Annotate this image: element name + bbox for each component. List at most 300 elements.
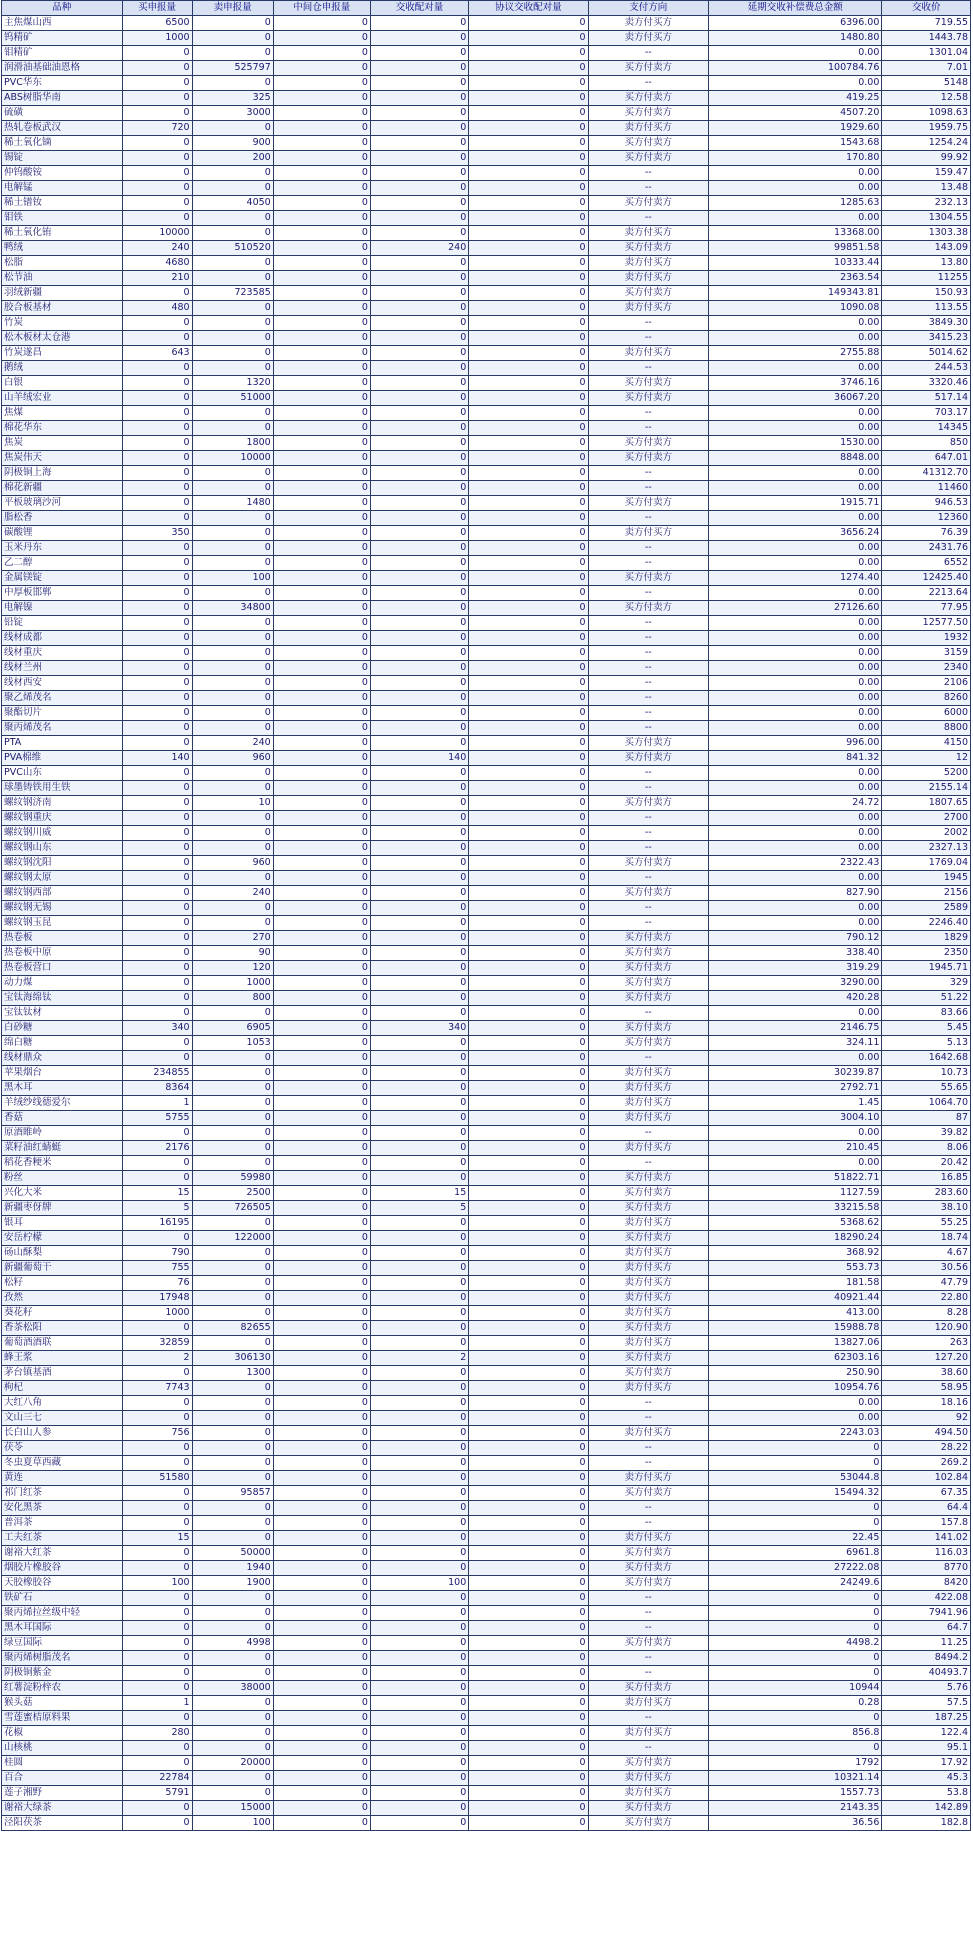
table-row — [2, 1801, 971, 1816]
table-row — [2, 136, 971, 151]
table-row — [2, 1606, 971, 1621]
table-row — [2, 706, 971, 721]
sell-declared-cell: 960 — [192, 856, 273, 871]
compensation-total-cell: 10321.14 — [709, 1771, 882, 1786]
payment-direction-cell: 买方付卖方 — [588, 106, 709, 121]
sell-declared-cell: 1900 — [192, 1576, 273, 1591]
delivery-price-cell: 18.74 — [882, 1231, 971, 1246]
intermediate-declared-cell: 0 — [273, 871, 370, 886]
table-row — [2, 151, 971, 166]
delivery-matched-cell: 0 — [370, 1606, 468, 1621]
compensation-total-cell: 0.00 — [709, 76, 882, 91]
payment-direction-cell: -- — [588, 1591, 709, 1606]
delivery-price-cell: 38.10 — [882, 1201, 971, 1216]
payment-direction-cell: -- — [588, 1516, 709, 1531]
delivery-matched-cell: 240 — [370, 241, 468, 256]
buy-declared-cell: 0 — [122, 436, 192, 451]
intermediate-declared-cell: 0 — [273, 706, 370, 721]
variety-cell: 聚酯切片 — [2, 706, 123, 721]
delivery-price-cell: 5200 — [882, 766, 971, 781]
table-row — [2, 1351, 971, 1366]
variety-cell: 中厚板邯郸 — [2, 586, 123, 601]
table-row — [2, 1771, 971, 1786]
variety-cell: 红薯淀粉梓农 — [2, 1681, 123, 1696]
intermediate-declared-cell: 0 — [273, 1246, 370, 1261]
delivery-matched-cell: 0 — [370, 886, 468, 901]
delivery-matched-cell: 0 — [370, 991, 468, 1006]
sell-declared-cell: 0 — [192, 1006, 273, 1021]
sell-declared-cell: 122000 — [192, 1231, 273, 1246]
sell-declared-cell: 0 — [192, 1516, 273, 1531]
table-row — [2, 946, 971, 961]
delivery-price-cell: 3415.23 — [882, 331, 971, 346]
payment-direction-cell: 买方付卖方 — [588, 1756, 709, 1771]
delivery-price-cell: 127.20 — [882, 1351, 971, 1366]
agreement-matched-cell: 0 — [469, 136, 588, 151]
buy-declared-cell: 1000 — [122, 1306, 192, 1321]
sell-declared-cell: 4998 — [192, 1636, 273, 1651]
compensation-total-cell: 0 — [709, 1741, 882, 1756]
compensation-total-cell: 0.00 — [709, 631, 882, 646]
table-row — [2, 841, 971, 856]
sell-declared-cell: 0 — [192, 706, 273, 721]
sell-declared-cell: 960 — [192, 751, 273, 766]
delivery-price-cell: 3320.46 — [882, 376, 971, 391]
intermediate-declared-cell: 0 — [273, 586, 370, 601]
payment-direction-cell: 卖方付买方 — [588, 1306, 709, 1321]
delivery-matched-cell: 0 — [370, 781, 468, 796]
buy-declared-cell: 32859 — [122, 1336, 192, 1351]
variety-cell: 竹炭遂昌 — [2, 346, 123, 361]
variety-cell: 粉丝 — [2, 1171, 123, 1186]
variety-cell: 碳酸锂 — [2, 526, 123, 541]
col-buy-declared-header: 买申报量 — [122, 1, 192, 16]
sell-declared-cell: 6905 — [192, 1021, 273, 1036]
payment-direction-cell: 买方付卖方 — [588, 1816, 709, 1831]
table-row — [2, 1426, 971, 1441]
table-body — [2, 16, 971, 1831]
compensation-total-cell: 0.00 — [709, 646, 882, 661]
delivery-price-cell: 120.90 — [882, 1321, 971, 1336]
agreement-matched-cell: 0 — [469, 916, 588, 931]
payment-direction-cell: 卖方付买方 — [588, 346, 709, 361]
intermediate-declared-cell: 0 — [273, 1396, 370, 1411]
agreement-matched-cell: 0 — [469, 1276, 588, 1291]
payment-direction-cell: -- — [588, 1396, 709, 1411]
delivery-price-cell: 8770 — [882, 1561, 971, 1576]
buy-declared-cell: 0 — [122, 871, 192, 886]
table-header — [2, 1, 971, 16]
delivery-price-cell: 2246.40 — [882, 916, 971, 931]
compensation-total-cell: 27222.08 — [709, 1561, 882, 1576]
compensation-total-cell: 10954.76 — [709, 1381, 882, 1396]
table-row — [2, 1246, 971, 1261]
buy-declared-cell: 0 — [122, 916, 192, 931]
variety-cell: 工夫红茶 — [2, 1531, 123, 1546]
buy-declared-cell: 4680 — [122, 256, 192, 271]
compensation-total-cell: 0.00 — [709, 676, 882, 691]
sell-declared-cell: 0 — [192, 811, 273, 826]
sell-declared-cell: 0 — [192, 1711, 273, 1726]
col-sell-declared-header: 卖申报量 — [192, 1, 273, 16]
delivery-matched-cell: 0 — [370, 1291, 468, 1306]
delivery-price-cell: 159.47 — [882, 166, 971, 181]
intermediate-declared-cell: 0 — [273, 271, 370, 286]
variety-cell: 宝钛钛材 — [2, 1006, 123, 1021]
table-row — [2, 1786, 971, 1801]
delivery-price-cell: 39.82 — [882, 1126, 971, 1141]
agreement-matched-cell: 0 — [469, 976, 588, 991]
sell-declared-cell: 306130 — [192, 1351, 273, 1366]
delivery-price-cell: 1829 — [882, 931, 971, 946]
sell-declared-cell: 0 — [192, 1411, 273, 1426]
variety-cell: 冬虫夏草西藏 — [2, 1456, 123, 1471]
delivery-price-cell: 6000 — [882, 706, 971, 721]
delivery-matched-cell: 0 — [370, 436, 468, 451]
table-row — [2, 1216, 971, 1231]
buy-declared-cell: 0 — [122, 631, 192, 646]
compensation-total-cell: 10944 — [709, 1681, 882, 1696]
delivery-price-cell: 719.55 — [882, 16, 971, 31]
delivery-price-cell: 5.13 — [882, 1036, 971, 1051]
payment-direction-cell: 买方付卖方 — [588, 601, 709, 616]
payment-direction-cell: -- — [588, 1051, 709, 1066]
delivery-matched-cell: 0 — [370, 1396, 468, 1411]
delivery-matched-cell: 0 — [370, 1336, 468, 1351]
buy-declared-cell: 0 — [122, 616, 192, 631]
compensation-total-cell: 3290.00 — [709, 976, 882, 991]
compensation-total-cell: 553.73 — [709, 1261, 882, 1276]
variety-cell: 螺纹钢无锡 — [2, 901, 123, 916]
agreement-matched-cell: 0 — [469, 31, 588, 46]
payment-direction-cell: 买方付卖方 — [588, 1636, 709, 1651]
compensation-total-cell: 841.32 — [709, 751, 882, 766]
agreement-matched-cell: 0 — [469, 1531, 588, 1546]
delivery-price-cell: 946.53 — [882, 496, 971, 511]
payment-direction-cell: -- — [588, 661, 709, 676]
buy-declared-cell: 0 — [122, 1366, 192, 1381]
table-row — [2, 16, 971, 31]
delivery-matched-cell: 0 — [370, 391, 468, 406]
payment-direction-cell: 卖方付买方 — [588, 1291, 709, 1306]
table-row — [2, 526, 971, 541]
table-row — [2, 451, 971, 466]
payment-direction-cell: -- — [588, 781, 709, 796]
buy-declared-cell: 0 — [122, 1666, 192, 1681]
payment-direction-cell: 卖方付买方 — [588, 1081, 709, 1096]
agreement-matched-cell: 0 — [469, 781, 588, 796]
sell-declared-cell: 0 — [192, 76, 273, 91]
table-row — [2, 1471, 971, 1486]
delivery-matched-cell: 0 — [370, 1126, 468, 1141]
table-row — [2, 1681, 971, 1696]
table-row — [2, 1411, 971, 1426]
delivery-price-cell: 2431.76 — [882, 541, 971, 556]
buy-declared-cell: 7743 — [122, 1381, 192, 1396]
sell-declared-cell: 0 — [192, 1246, 273, 1261]
intermediate-declared-cell: 0 — [273, 1426, 370, 1441]
agreement-matched-cell: 0 — [469, 1111, 588, 1126]
variety-cell: 葡萄酒酒联 — [2, 1336, 123, 1351]
sell-declared-cell: 20000 — [192, 1756, 273, 1771]
payment-direction-cell: 买方付卖方 — [588, 391, 709, 406]
sell-declared-cell: 0 — [192, 1471, 273, 1486]
delivery-matched-cell: 0 — [370, 1561, 468, 1576]
buy-declared-cell: 0 — [122, 481, 192, 496]
table-row — [2, 286, 971, 301]
buy-declared-cell: 210 — [122, 271, 192, 286]
sell-declared-cell: 0 — [192, 1666, 273, 1681]
sell-declared-cell: 525797 — [192, 61, 273, 76]
delivery-matched-cell: 0 — [370, 1096, 468, 1111]
buy-declared-cell: 0 — [122, 1681, 192, 1696]
intermediate-declared-cell: 0 — [273, 946, 370, 961]
agreement-matched-cell: 0 — [469, 1216, 588, 1231]
delivery-matched-cell: 0 — [370, 1801, 468, 1816]
intermediate-declared-cell: 0 — [273, 1276, 370, 1291]
delivery-matched-cell: 0 — [370, 1006, 468, 1021]
delivery-matched-cell: 0 — [370, 646, 468, 661]
intermediate-declared-cell: 0 — [273, 1636, 370, 1651]
intermediate-declared-cell: 0 — [273, 1711, 370, 1726]
payment-direction-cell: 卖方付买方 — [588, 16, 709, 31]
variety-cell: 电解锰 — [2, 181, 123, 196]
buy-declared-cell: 0 — [122, 1591, 192, 1606]
buy-declared-cell: 0 — [122, 1441, 192, 1456]
variety-cell: 稀土氧化镝 — [2, 136, 123, 151]
buy-declared-cell: 0 — [122, 1036, 192, 1051]
buy-declared-cell: 0 — [122, 136, 192, 151]
sell-declared-cell: 0 — [192, 271, 273, 286]
sell-declared-cell: 0 — [192, 181, 273, 196]
sell-declared-cell: 3000 — [192, 106, 273, 121]
delivery-matched-cell: 0 — [370, 286, 468, 301]
agreement-matched-cell: 0 — [469, 76, 588, 91]
table-row — [2, 391, 971, 406]
compensation-total-cell: 1127.59 — [709, 1186, 882, 1201]
intermediate-declared-cell: 0 — [273, 661, 370, 676]
buy-declared-cell: 720 — [122, 121, 192, 136]
intermediate-declared-cell: 0 — [273, 1036, 370, 1051]
payment-direction-cell: 买方付卖方 — [588, 496, 709, 511]
agreement-matched-cell: 0 — [469, 1366, 588, 1381]
buy-declared-cell: 240 — [122, 241, 192, 256]
sell-declared-cell: 1480 — [192, 496, 273, 511]
compensation-total-cell: 0.00 — [709, 781, 882, 796]
intermediate-declared-cell: 0 — [273, 1006, 370, 1021]
intermediate-declared-cell: 0 — [273, 226, 370, 241]
buy-declared-cell: 0 — [122, 1606, 192, 1621]
agreement-matched-cell: 0 — [469, 1681, 588, 1696]
sell-declared-cell: 100 — [192, 1816, 273, 1831]
sell-declared-cell: 0 — [192, 1726, 273, 1741]
payment-direction-cell: 卖方付买方 — [588, 121, 709, 136]
buy-declared-cell: 0 — [122, 181, 192, 196]
compensation-total-cell: 6961.8 — [709, 1546, 882, 1561]
table-row — [2, 631, 971, 646]
variety-cell: 铁矿石 — [2, 1591, 123, 1606]
delivery-price-cell: 51.22 — [882, 991, 971, 1006]
table-row — [2, 166, 971, 181]
variety-cell: 猴头菇 — [2, 1696, 123, 1711]
compensation-total-cell: 368.92 — [709, 1246, 882, 1261]
buy-declared-cell: 0 — [122, 1801, 192, 1816]
payment-direction-cell: -- — [588, 916, 709, 931]
variety-cell: 平板玻璃沙河 — [2, 496, 123, 511]
intermediate-declared-cell: 0 — [273, 1231, 370, 1246]
intermediate-declared-cell: 0 — [273, 481, 370, 496]
compensation-total-cell: 250.90 — [709, 1366, 882, 1381]
buy-declared-cell: 234855 — [122, 1066, 192, 1081]
compensation-total-cell: 149343.81 — [709, 286, 882, 301]
compensation-total-cell: 30239.87 — [709, 1066, 882, 1081]
agreement-matched-cell: 0 — [469, 1081, 588, 1096]
table-row — [2, 91, 971, 106]
agreement-matched-cell: 0 — [469, 421, 588, 436]
table-row — [2, 1306, 971, 1321]
agreement-matched-cell: 0 — [469, 736, 588, 751]
compensation-total-cell: 0.00 — [709, 841, 882, 856]
compensation-total-cell: 2322.43 — [709, 856, 882, 871]
variety-cell: 烟胶片橡胶谷 — [2, 1561, 123, 1576]
intermediate-declared-cell: 0 — [273, 181, 370, 196]
intermediate-declared-cell: 0 — [273, 1786, 370, 1801]
agreement-matched-cell: 0 — [469, 541, 588, 556]
sell-declared-cell: 0 — [192, 406, 273, 421]
delivery-price-cell: 64.7 — [882, 1621, 971, 1636]
delivery-price-cell: 13.80 — [882, 256, 971, 271]
intermediate-declared-cell: 0 — [273, 1801, 370, 1816]
sell-declared-cell: 0 — [192, 16, 273, 31]
sell-declared-cell: 0 — [192, 526, 273, 541]
sell-declared-cell: 0 — [192, 1531, 273, 1546]
sell-declared-cell: 0 — [192, 1381, 273, 1396]
variety-cell: 硫磺 — [2, 106, 123, 121]
delivery-price-cell: 1443.78 — [882, 31, 971, 46]
agreement-matched-cell: 0 — [469, 121, 588, 136]
delivery-matched-cell: 0 — [370, 136, 468, 151]
delivery-matched-cell: 0 — [370, 1456, 468, 1471]
delivery-price-cell: 1642.68 — [882, 1051, 971, 1066]
sell-declared-cell: 0 — [192, 1081, 273, 1096]
delivery-price-cell: 4.67 — [882, 1246, 971, 1261]
agreement-matched-cell: 0 — [469, 1561, 588, 1576]
intermediate-declared-cell: 0 — [273, 796, 370, 811]
payment-direction-cell: 卖方付买方 — [588, 1531, 709, 1546]
intermediate-declared-cell: 0 — [273, 1456, 370, 1471]
delivery-price-cell: 1807.65 — [882, 796, 971, 811]
agreement-matched-cell: 0 — [469, 1786, 588, 1801]
delivery-matched-cell: 0 — [370, 1696, 468, 1711]
table-row — [2, 406, 971, 421]
compensation-total-cell: 1792 — [709, 1756, 882, 1771]
sell-declared-cell: 10 — [192, 796, 273, 811]
delivery-matched-cell: 0 — [370, 736, 468, 751]
buy-declared-cell: 2176 — [122, 1141, 192, 1156]
payment-direction-cell: 买方付卖方 — [588, 736, 709, 751]
sell-declared-cell: 0 — [192, 1096, 273, 1111]
intermediate-declared-cell: 0 — [273, 811, 370, 826]
sell-declared-cell: 15000 — [192, 1801, 273, 1816]
sell-declared-cell: 1320 — [192, 376, 273, 391]
compensation-total-cell: 3656.24 — [709, 526, 882, 541]
delivery-price-cell: 2589 — [882, 901, 971, 916]
sell-declared-cell: 82655 — [192, 1321, 273, 1336]
delivery-price-cell: 182.8 — [882, 1816, 971, 1831]
intermediate-declared-cell: 0 — [273, 1411, 370, 1426]
variety-cell: 热卷板营口 — [2, 961, 123, 976]
delivery-price-cell: 7941.96 — [882, 1606, 971, 1621]
table-row — [2, 226, 971, 241]
payment-direction-cell: 买方付卖方 — [588, 91, 709, 106]
payment-direction-cell: -- — [588, 556, 709, 571]
delivery-price-cell: 422.08 — [882, 1591, 971, 1606]
payment-direction-cell: -- — [588, 766, 709, 781]
delivery-price-cell: 5014.62 — [882, 346, 971, 361]
sell-declared-cell: 0 — [192, 511, 273, 526]
buy-declared-cell: 0 — [122, 811, 192, 826]
compensation-total-cell: 3746.16 — [709, 376, 882, 391]
table-row — [2, 1381, 971, 1396]
variety-cell: 松籽 — [2, 1276, 123, 1291]
delivery-matched-cell: 0 — [370, 1771, 468, 1786]
buy-declared-cell: 0 — [122, 391, 192, 406]
buy-declared-cell: 350 — [122, 526, 192, 541]
intermediate-declared-cell: 0 — [273, 406, 370, 421]
agreement-matched-cell: 0 — [469, 586, 588, 601]
delivery-matched-cell: 0 — [370, 1081, 468, 1096]
payment-direction-cell: 卖方付买方 — [588, 1141, 709, 1156]
variety-cell: 线材西安 — [2, 676, 123, 691]
delivery-matched-cell: 0 — [370, 616, 468, 631]
col-payment-direction-header: 支付方向 — [588, 1, 709, 16]
table-row — [2, 31, 971, 46]
sell-declared-cell: 0 — [192, 1771, 273, 1786]
delivery-matched-cell: 0 — [370, 1216, 468, 1231]
compensation-total-cell: 0.00 — [709, 466, 882, 481]
buy-declared-cell: 0 — [122, 1651, 192, 1666]
delivery-matched-cell: 0 — [370, 1726, 468, 1741]
variety-cell: 长白山人参 — [2, 1426, 123, 1441]
agreement-matched-cell: 0 — [469, 271, 588, 286]
compensation-total-cell: 27126.60 — [709, 601, 882, 616]
variety-cell: 螺纹钢沈阳 — [2, 856, 123, 871]
variety-cell: 雪莲蜜桔原料果 — [2, 1711, 123, 1726]
delivery-matched-cell: 0 — [370, 76, 468, 91]
buy-declared-cell: 755 — [122, 1261, 192, 1276]
payment-direction-cell: 买方付卖方 — [588, 946, 709, 961]
delivery-price-cell: 329 — [882, 976, 971, 991]
compensation-total-cell: 1285.63 — [709, 196, 882, 211]
delivery-matched-cell: 0 — [370, 451, 468, 466]
compensation-total-cell: 2792.71 — [709, 1081, 882, 1096]
payment-direction-cell: 卖方付买方 — [588, 1216, 709, 1231]
delivery-matched-cell: 0 — [370, 1276, 468, 1291]
buy-declared-cell: 756 — [122, 1426, 192, 1441]
intermediate-declared-cell: 0 — [273, 556, 370, 571]
payment-direction-cell: 买方付卖方 — [588, 1561, 709, 1576]
compensation-total-cell: 0.00 — [709, 316, 882, 331]
payment-direction-cell: 卖方付买方 — [588, 1261, 709, 1276]
buy-declared-cell: 0 — [122, 61, 192, 76]
intermediate-declared-cell: 0 — [273, 511, 370, 526]
variety-cell: 聚丙烯树脂茂名 — [2, 1651, 123, 1666]
variety-cell: 胶合板基材 — [2, 301, 123, 316]
variety-cell: 鹅绒 — [2, 361, 123, 376]
table-row — [2, 1126, 971, 1141]
variety-cell: 白砂糖 — [2, 1021, 123, 1036]
delivery-matched-cell: 0 — [370, 1516, 468, 1531]
